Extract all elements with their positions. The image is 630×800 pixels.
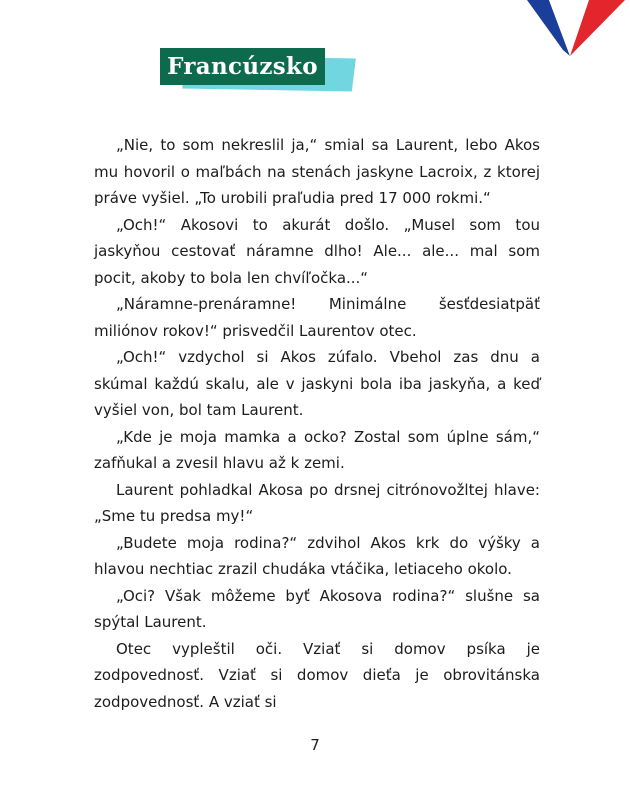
- paragraph: „Och!“ vzdychol si Akos zúfalo. Vbehol zas dnu a skúmal každú skalu, ale v jaskyni bola iba jaskyňa, a keď vyšiel von, bol tam Laurent.: [94, 348, 540, 419]
- paragraph: „Nie, to som nekreslil ja,“ smial sa Laurent, lebo Akos mu hovoril o maľbách na stenách jaskyne Lacroix, z ktorej práve vyšiel. „To urobili praľudia pred 17 000 rokmi.“: [94, 136, 540, 207]
- paragraph: Otec vypleštil oči. Vziať si domov psíka je zodpovednosť. Vziať si domov dieťa je obrovitánska zodpovednosť. A vziať si: [94, 639, 540, 711]
- story-text: [94, 132, 540, 715]
- paragraph: „Budete moja rodina?“ zdvihol Akos krk do výšky a hlavou nechtiac zrazil chudáka vtáčika, letiaceho okolo.: [94, 533, 540, 578]
- paragraph: „Náramne-prenáramne! Minimálne šesťdesiatpäť miliónov rokov!“ prisvedčil Laurentov otec.: [94, 295, 540, 340]
- chapter-header: [160, 48, 354, 102]
- chapter-title: Francúzsko: [167, 53, 318, 80]
- paragraph: „Och!“ Akosovi to akurát došlo. „Musel som tou jaskyňou cestovať náramne dlho! Ale... ale... mal som pocit, akoby to bola len chvíľočka...“: [94, 215, 540, 287]
- page-number: 7: [310, 736, 320, 754]
- paragraph: Laurent pohladkal Akosa po drsnej citrónovožltej hlave: „Sme tu predsa my!“: [94, 480, 540, 525]
- paragraph: „Kde je moja mamka a ocko? Zostal som úplne sám,“ zafňukal a zvesil hlavu až k zemi.: [94, 427, 540, 472]
- french-flag-pennant: [527, 0, 625, 56]
- paragraph: „Oci? Však môžeme byť Akosova rodina?“ slušne sa spýtal Laurent.: [94, 586, 540, 631]
